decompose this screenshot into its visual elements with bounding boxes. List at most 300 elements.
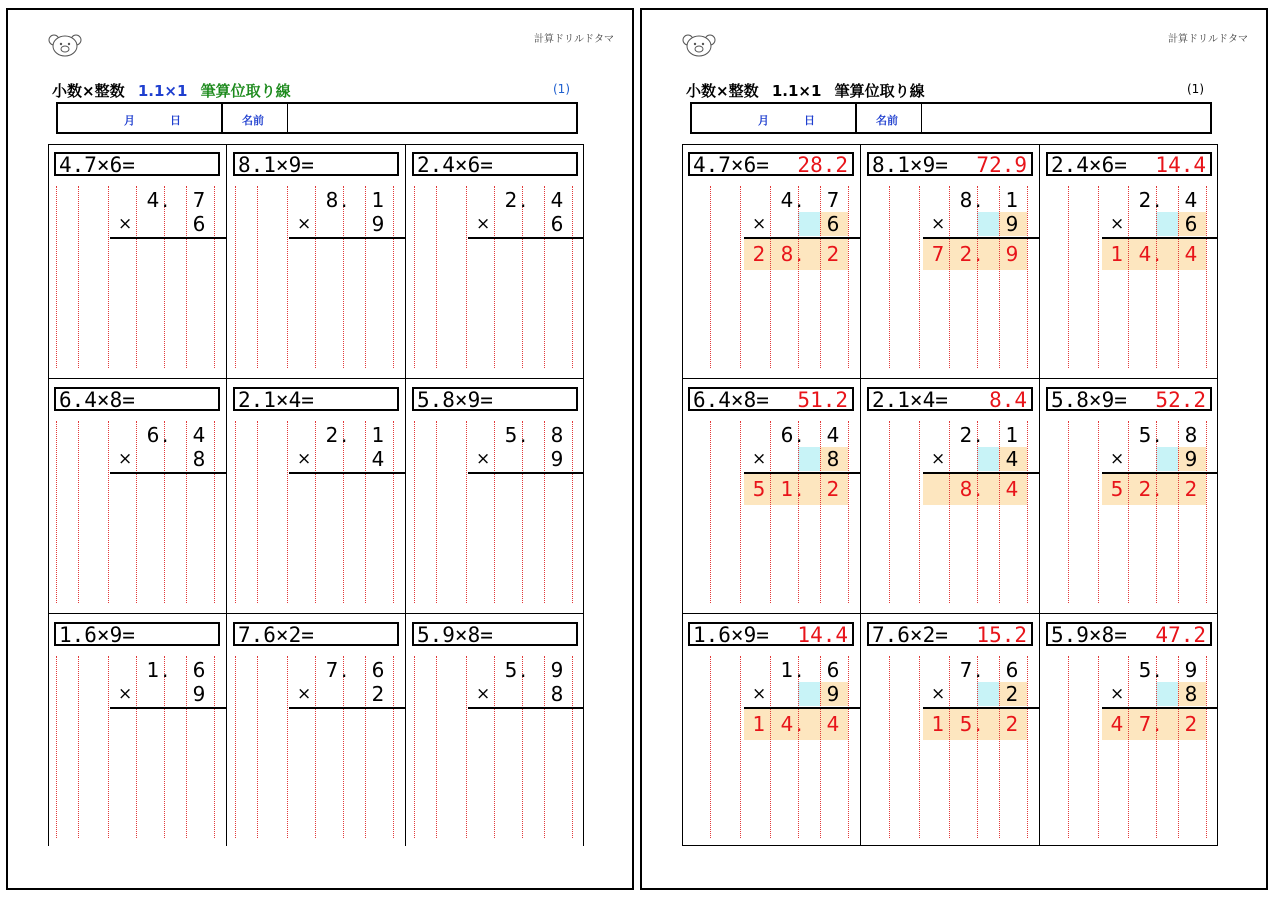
worksheet-answers-page — [640, 8, 1268, 890]
question-text: 8.1×9= — [872, 153, 948, 177]
question-box — [233, 622, 399, 646]
decimal-point: . — [975, 658, 982, 682]
place-value-guide — [494, 421, 495, 603]
title-subtitle: 筆算位取り線 — [200, 82, 291, 100]
multiplicand-digit: 2 — [959, 423, 973, 447]
place-value-guide — [186, 656, 187, 838]
multiplicand-digit: 5 — [504, 423, 518, 447]
answer-decimal-point: . — [796, 477, 803, 501]
decimal-point: . — [520, 423, 527, 447]
brand-label: 計算ドリルドタマ — [534, 34, 614, 45]
question-box — [688, 622, 854, 646]
place-value-guide — [949, 421, 950, 603]
question-box — [233, 152, 399, 176]
title-subtitle: 筆算位取り線 — [834, 82, 925, 100]
place-value-guide — [522, 421, 523, 603]
answer-decimal-point: . — [796, 712, 803, 736]
times-sign: × — [118, 214, 133, 234]
question-box — [867, 152, 1033, 176]
times-sign: × — [297, 449, 312, 469]
place-value-guide — [820, 186, 821, 368]
decimal-point: . — [341, 658, 348, 682]
decimal-point: . — [796, 658, 803, 682]
multiplicand-digit: 4 — [826, 423, 840, 447]
place-value-guide — [164, 186, 165, 368]
decimal-point: . — [520, 188, 527, 212]
multiplicand-digit: 7 — [826, 188, 840, 212]
place-value-guide — [78, 656, 79, 838]
times-sign: × — [752, 214, 767, 234]
multiplicand-digit: 6 — [146, 423, 160, 447]
place-value-guide — [1156, 421, 1157, 603]
place-value-guide — [108, 421, 109, 603]
times-sign: × — [1110, 684, 1125, 704]
place-value-guide — [710, 186, 711, 368]
multiplicand-digit: 7 — [325, 658, 339, 682]
multiplier-digit: 4 — [371, 447, 385, 471]
question-box — [688, 387, 854, 411]
multiplicand-digit: 8 — [959, 188, 973, 212]
multiplicand-digit: 6 — [1005, 658, 1019, 682]
place-value-guide — [1206, 421, 1207, 603]
times-sign: × — [297, 684, 312, 704]
question-box — [1046, 387, 1212, 411]
multiplier-highlight — [1156, 682, 1178, 706]
page-number: (1) — [1187, 82, 1204, 96]
question-box — [867, 622, 1033, 646]
question-box — [54, 387, 220, 411]
place-value-guide — [214, 421, 215, 603]
multiplicand-digit: 2 — [1138, 188, 1152, 212]
answer-decimal-point: . — [796, 242, 803, 266]
place-value-guide — [365, 421, 366, 603]
place-value-guide — [108, 656, 109, 838]
place-value-guide — [710, 421, 711, 603]
question-text: 8.1×9= — [238, 153, 314, 177]
place-value-guide — [343, 421, 344, 603]
question-box — [233, 387, 399, 411]
place-value-guide — [1128, 186, 1129, 368]
title-expression: 1.1×1 — [137, 82, 188, 100]
multiplication-bar — [110, 237, 226, 239]
question-text: 2.1×4= — [872, 388, 948, 412]
name-box-divider — [921, 102, 922, 134]
answer-digit: 4 — [1138, 242, 1152, 266]
answer-digit: 4 — [780, 712, 794, 736]
answer-digit: 1 — [931, 712, 945, 736]
place-value-guide — [848, 421, 849, 603]
place-value-guide — [136, 656, 137, 838]
answer-digit: 4 — [1005, 477, 1019, 501]
place-value-guide — [949, 656, 950, 838]
problem-cell — [48, 144, 226, 378]
place-value-guide — [315, 186, 316, 368]
place-value-guide — [919, 656, 920, 838]
times-sign: × — [476, 684, 491, 704]
multiplication-bar — [468, 707, 584, 709]
multiplicand-digit: 5 — [1138, 423, 1152, 447]
multiplicand-digit: 7 — [959, 658, 973, 682]
place-value-guide — [393, 421, 394, 603]
place-value-guide — [1068, 421, 1069, 603]
multiplier-highlight — [1156, 212, 1178, 236]
multiplication-bar — [468, 472, 584, 474]
multiplier-digit: 9 — [371, 212, 385, 236]
multiplicand-digit: 6 — [826, 658, 840, 682]
place-value-guide — [164, 421, 165, 603]
place-value-guide — [436, 186, 437, 368]
problem-cell — [1040, 379, 1218, 613]
place-value-guide — [214, 186, 215, 368]
question-text: 5.8×9= — [417, 388, 493, 412]
question-answer: 47.2 — [1155, 623, 1206, 647]
multiplication-bar — [1102, 237, 1218, 239]
place-value-guide — [235, 421, 236, 603]
question-answer: 14.4 — [797, 623, 848, 647]
answer-digit: 8 — [780, 242, 794, 266]
answer-digit: 7 — [1138, 712, 1152, 736]
multiplicand-digit: 1 — [1005, 423, 1019, 447]
multiplicand-digit: 2 — [325, 423, 339, 447]
problem-cell — [48, 614, 226, 848]
question-text: 4.7×6= — [693, 153, 769, 177]
decimal-point: . — [1154, 658, 1161, 682]
place-value-guide — [78, 186, 79, 368]
place-value-guide — [214, 656, 215, 838]
place-value-guide — [889, 186, 890, 368]
place-value-guide — [56, 421, 57, 603]
worksheet-problems-page — [6, 8, 634, 890]
place-value-guide — [1098, 656, 1099, 838]
answer-digit: 2 — [1184, 712, 1198, 736]
answer-digit: 8 — [959, 477, 973, 501]
place-value-guide — [164, 656, 165, 838]
question-text: 2.4×6= — [417, 153, 493, 177]
question-text: 7.6×2= — [872, 623, 948, 647]
place-value-guide — [544, 421, 545, 603]
place-value-guide — [977, 421, 978, 603]
place-value-guide — [740, 656, 741, 838]
multiplicand-digit: 9 — [550, 658, 564, 682]
times-sign: × — [118, 684, 133, 704]
multiplier-digit: 6 — [550, 212, 564, 236]
answer-digit: 4 — [1184, 242, 1198, 266]
place-value-guide — [848, 186, 849, 368]
place-value-guide — [1027, 656, 1028, 838]
month-label: 月 — [758, 114, 769, 127]
multiplicand-digit: 4 — [192, 423, 206, 447]
multiplier-digit: 9 — [550, 447, 564, 471]
multiplier-digit: 9 — [826, 682, 840, 706]
question-box — [1046, 152, 1212, 176]
place-value-guide — [572, 656, 573, 838]
place-value-guide — [414, 656, 415, 838]
place-value-guide — [848, 656, 849, 838]
place-value-guide — [136, 186, 137, 368]
answer-decimal-point: . — [975, 712, 982, 736]
decimal-point: . — [341, 423, 348, 447]
multiplier-highlight — [798, 447, 820, 471]
multiplication-bar — [923, 472, 1039, 474]
problem-cell — [861, 614, 1039, 848]
place-value-guide — [393, 186, 394, 368]
answer-digit: 2 — [1184, 477, 1198, 501]
month-label: 月 — [124, 114, 135, 127]
place-value-guide — [977, 656, 978, 838]
question-box — [1046, 622, 1212, 646]
multiplication-bar — [744, 472, 860, 474]
decimal-point: . — [975, 188, 982, 212]
answer-digit: 5 — [752, 477, 766, 501]
place-value-guide — [949, 186, 950, 368]
place-value-guide — [1068, 656, 1069, 838]
bear-logo-icon — [682, 32, 716, 58]
times-sign: × — [1110, 214, 1125, 234]
question-text: 7.6×2= — [238, 623, 314, 647]
place-value-guide — [257, 186, 258, 368]
times-sign: × — [752, 449, 767, 469]
place-value-guide — [257, 656, 258, 838]
place-value-guide — [466, 656, 467, 838]
day-label: 日 — [804, 114, 815, 127]
question-text: 5.8×9= — [1051, 388, 1127, 412]
multiplication-bar — [744, 707, 860, 709]
place-value-guide — [1027, 186, 1028, 368]
answer-digit: 4 — [826, 712, 840, 736]
multiplication-bar — [1102, 472, 1218, 474]
place-value-guide — [710, 656, 711, 838]
question-box — [688, 152, 854, 176]
place-value-guide — [1098, 421, 1099, 603]
multiplier-digit: 4 — [1005, 447, 1019, 471]
place-value-guide — [365, 656, 366, 838]
place-value-guide — [235, 186, 236, 368]
question-box — [412, 387, 578, 411]
multiplier-highlight — [977, 447, 999, 471]
place-value-guide — [820, 421, 821, 603]
place-value-guide — [1098, 186, 1099, 368]
multiplicand-digit: 1 — [371, 423, 385, 447]
multiplicand-digit: 2 — [504, 188, 518, 212]
question-text: 5.9×8= — [417, 623, 493, 647]
place-value-guide — [108, 186, 109, 368]
name-date-box — [56, 102, 578, 134]
place-value-guide — [287, 656, 288, 838]
place-value-guide — [494, 656, 495, 838]
place-value-guide — [393, 656, 394, 838]
question-text: 2.4×6= — [1051, 153, 1127, 177]
answer-digit: 2 — [959, 242, 973, 266]
question-text: 2.1×4= — [238, 388, 314, 412]
place-value-guide — [186, 186, 187, 368]
place-value-guide — [919, 421, 920, 603]
problem-cell — [861, 144, 1039, 378]
decimal-point: . — [520, 658, 527, 682]
multiplier-digit: 6 — [1184, 212, 1198, 236]
problem-cell — [861, 379, 1039, 613]
problem-cell — [682, 614, 860, 848]
place-value-guide — [1178, 656, 1179, 838]
multiplier-digit: 8 — [192, 447, 206, 471]
multiplier-digit: 6 — [192, 212, 206, 236]
problem-cell — [48, 379, 226, 613]
multiplicand-digit: 1 — [146, 658, 160, 682]
worksheet-title — [686, 80, 925, 101]
multiplier-digit: 8 — [826, 447, 840, 471]
worksheet-title — [52, 80, 291, 101]
multiplicand-digit: 8 — [550, 423, 564, 447]
place-value-guide — [136, 421, 137, 603]
place-value-guide — [544, 186, 545, 368]
question-answer: 14.4 — [1155, 153, 1206, 177]
multiplicand-digit: 6 — [192, 658, 206, 682]
place-value-guide — [315, 656, 316, 838]
question-text: 1.6×9= — [693, 623, 769, 647]
answer-digit: 2 — [1005, 712, 1019, 736]
answer-digit: 9 — [1005, 242, 1019, 266]
problem-cell — [1040, 614, 1218, 848]
place-value-guide — [436, 421, 437, 603]
title-main: 小数×整数 — [52, 82, 125, 100]
multiplicand-digit: 4 — [780, 188, 794, 212]
multiplication-bar — [289, 237, 405, 239]
decimal-point: . — [1154, 423, 1161, 447]
place-value-guide — [820, 656, 821, 838]
place-value-guide — [770, 186, 771, 368]
name-box-divider — [855, 102, 857, 134]
times-sign: × — [752, 684, 767, 704]
question-box — [54, 622, 220, 646]
answer-decimal-point: . — [1154, 242, 1161, 266]
times-sign: × — [476, 214, 491, 234]
place-value-guide — [740, 421, 741, 603]
question-text: 5.9×8= — [1051, 623, 1127, 647]
multiplicand-digit: 6 — [780, 423, 794, 447]
name-label: 名前 — [876, 114, 898, 127]
question-box — [412, 152, 578, 176]
problem-cell — [227, 379, 405, 613]
multiplier-highlight — [1156, 447, 1178, 471]
name-box-divider — [221, 102, 223, 134]
question-text: 6.4×8= — [693, 388, 769, 412]
problem-cell — [406, 379, 584, 613]
times-sign: × — [931, 214, 946, 234]
answer-digit: 2 — [752, 242, 766, 266]
multiplier-digit: 8 — [550, 682, 564, 706]
multiplicand-digit: 4 — [550, 188, 564, 212]
place-value-guide — [572, 421, 573, 603]
multiplicand-digit: 8 — [1184, 423, 1198, 447]
place-value-guide — [414, 186, 415, 368]
answer-grid — [682, 144, 1218, 846]
place-value-guide — [1178, 421, 1179, 603]
name-label: 名前 — [242, 114, 264, 127]
place-value-guide — [889, 421, 890, 603]
answer-digit: 1 — [780, 477, 794, 501]
question-answer: 52.2 — [1155, 388, 1206, 412]
multiplier-digit: 2 — [371, 682, 385, 706]
question-answer: 8.4 — [989, 388, 1027, 412]
place-value-guide — [315, 421, 316, 603]
multiplier-digit: 2 — [1005, 682, 1019, 706]
answer-digit: 4 — [1110, 712, 1124, 736]
problem-cell — [682, 379, 860, 613]
multiplicand-digit: 4 — [146, 188, 160, 212]
answer-decimal-point: . — [975, 477, 982, 501]
times-sign: × — [476, 449, 491, 469]
decimal-point: . — [796, 423, 803, 447]
multiplicand-digit: 4 — [1184, 188, 1198, 212]
title-expression: 1.1×1 — [771, 82, 822, 100]
place-value-guide — [365, 186, 366, 368]
place-value-guide — [889, 656, 890, 838]
place-value-guide — [235, 656, 236, 838]
question-box — [867, 387, 1033, 411]
multiplier-highlight — [798, 682, 820, 706]
place-value-guide — [414, 421, 415, 603]
brand-label: 計算ドリルドタマ — [1168, 34, 1248, 45]
question-answer: 28.2 — [797, 153, 848, 177]
multiplicand-digit: 6 — [371, 658, 385, 682]
answer-digit: 1 — [1110, 242, 1124, 266]
problem-cell — [682, 144, 860, 378]
multiplication-bar — [468, 237, 584, 239]
multiplier-digit: 6 — [826, 212, 840, 236]
place-value-guide — [1206, 656, 1207, 838]
multiplicand-digit: 5 — [1138, 658, 1152, 682]
answer-decimal-point: . — [1154, 712, 1161, 736]
decimal-point: . — [796, 188, 803, 212]
place-value-guide — [287, 421, 288, 603]
answer-decimal-point: . — [1154, 477, 1161, 501]
place-value-guide — [78, 421, 79, 603]
place-value-guide — [1027, 421, 1028, 603]
place-value-guide — [1178, 186, 1179, 368]
problem-grid — [48, 144, 584, 846]
multiplicand-digit: 7 — [192, 188, 206, 212]
answer-decimal-point: . — [975, 242, 982, 266]
decimal-point: . — [341, 188, 348, 212]
question-box — [412, 622, 578, 646]
page-number: (1) — [553, 82, 570, 96]
place-value-guide — [343, 186, 344, 368]
times-sign: × — [931, 449, 946, 469]
place-value-guide — [436, 656, 437, 838]
multiplicand-digit: 9 — [1184, 658, 1198, 682]
place-value-guide — [999, 656, 1000, 838]
bear-logo-icon — [48, 32, 82, 58]
multiplicand-digit: 1 — [371, 188, 385, 212]
place-value-guide — [999, 421, 1000, 603]
answer-digit: 5 — [959, 712, 973, 736]
multiplication-bar — [110, 707, 226, 709]
multiplication-bar — [289, 707, 405, 709]
answer-digit: 2 — [826, 477, 840, 501]
place-value-guide — [919, 186, 920, 368]
place-value-guide — [1128, 421, 1129, 603]
decimal-point: . — [162, 188, 169, 212]
place-value-guide — [544, 656, 545, 838]
question-answer: 51.2 — [797, 388, 848, 412]
problem-cell — [406, 144, 584, 378]
problem-cell — [227, 144, 405, 378]
place-value-guide — [343, 656, 344, 838]
place-value-guide — [522, 656, 523, 838]
answer-digit: 2 — [1138, 477, 1152, 501]
answer-digit: 5 — [1110, 477, 1124, 501]
multiplication-bar — [744, 237, 860, 239]
times-sign: × — [297, 214, 312, 234]
